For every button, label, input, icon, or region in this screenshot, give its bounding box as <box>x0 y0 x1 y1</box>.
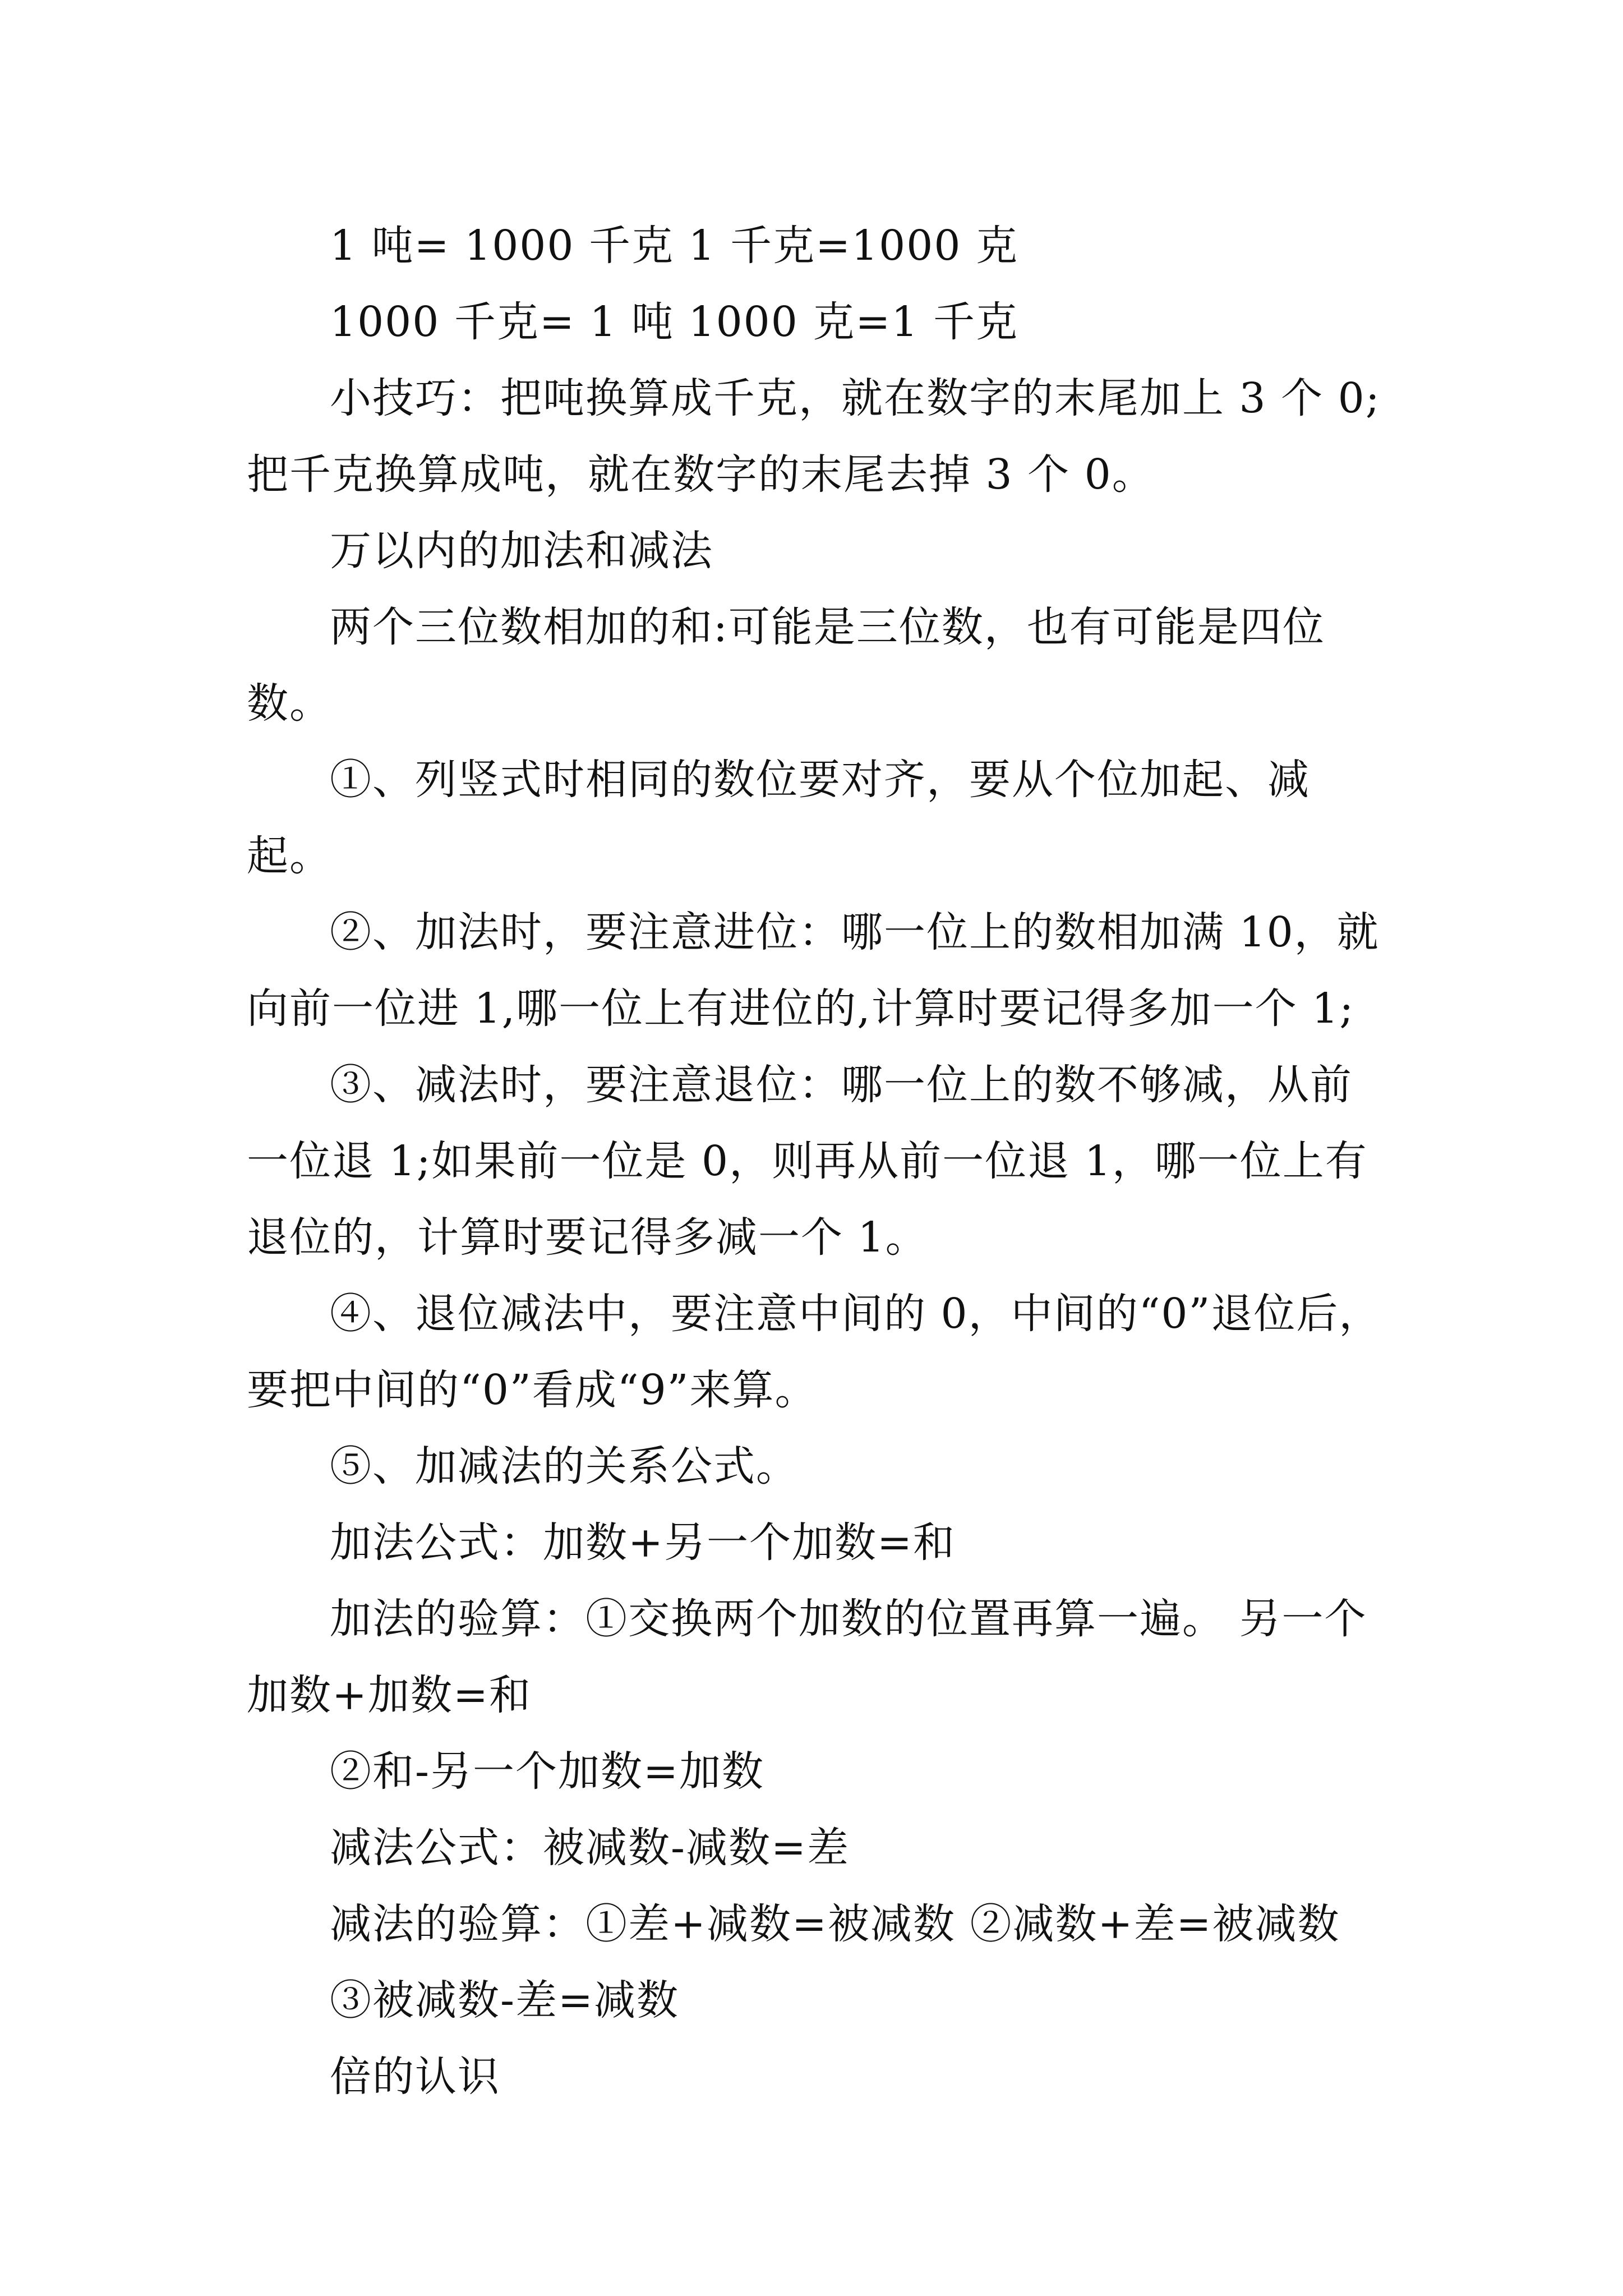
paragraph-subtraction-check-3: ③被减数-差=减数 <box>330 1976 680 2024</box>
paragraph-addition-check-2: ②和-另一个加数=加数 <box>330 1747 765 1796</box>
document-body <box>247 208 1391 2115</box>
paragraph-kg-ton: 1000 千克= 1 吨 1000 克=1 千克 <box>330 298 1018 346</box>
paragraph-addition-formula: 加法公式：加数+另一个加数=和 <box>330 1519 956 1567</box>
paragraph-rule-1: ①、列竖式时相同的数位要对齐，要从个位加起、减起。 <box>247 756 1310 880</box>
paragraph-rule-4: ④、退位减法中，要注意中间的 0，中间的“0”退位后，要把中间的“0”看成“9”来算。 <box>247 1290 1382 1414</box>
paragraph-three-digit-sum: 两个三位数相加的和:可能是三位数，也有可能是四位数。 <box>247 603 1325 728</box>
paragraph-addition-check: 加法的验算：①交换两个加数的位置再算一遍。 另一个加数+加数=和 <box>247 1595 1367 1719</box>
section-heading-multiples: 倍的认识 <box>330 2053 500 2101</box>
paragraph-rule-3: ③、减法时，要注意退位：哪一位上的数不够减，从前一位退 1;如果前一位是 0，则再从前一位退 1，哪一位上有退位的，计算时要记得多减一个 1。 <box>247 1061 1368 1262</box>
paragraph-subtraction-check: 减法的验算：①差+减数=被减数 ②减数+差=被减数 <box>330 1900 1340 1948</box>
paragraph-conversion-tip: 小技巧：把吨换算成千克，就在数字的末尾加上 3 个 0;把千克换算成吨，就在数字的末尾去掉 3 个 0。 <box>247 374 1381 499</box>
paragraph-rule-5: ⑤、加减法的关系公式。 <box>330 1442 799 1490</box>
paragraph-subtraction-formula: 减法公式：被减数-减数=差 <box>330 1824 850 1872</box>
paragraph-rule-2: ②、加法时，要注意进位：哪一位上的数相加满 10，就向前一位进 1,哪一位上有进位的,计算时要记得多加一个 1; <box>247 908 1380 1033</box>
section-heading-addition-subtraction: 万以内的加法和减法 <box>330 527 713 575</box>
paragraph-ton-kg: 1 吨= 1000 千克 1 千克=1000 克 <box>330 222 1018 270</box>
